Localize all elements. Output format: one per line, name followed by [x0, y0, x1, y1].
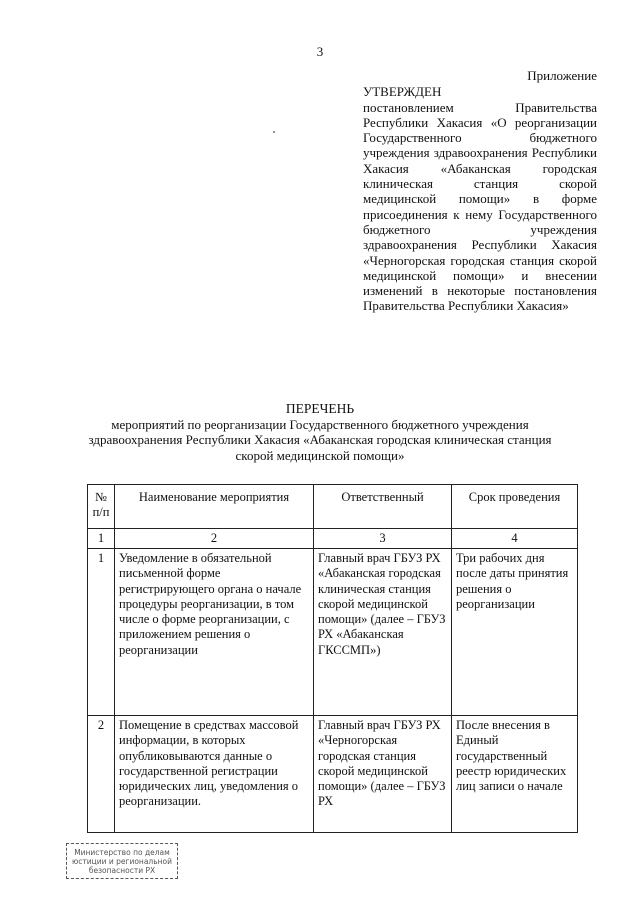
- stamp-line-3: безопасности РХ: [88, 866, 156, 875]
- column-number-row: [88, 529, 578, 549]
- heading-title: ПЕРЕЧЕНЬ: [285, 401, 355, 416]
- header-deadline: Срок проведения: [452, 485, 578, 529]
- header-responsible: Ответственный: [314, 485, 452, 529]
- row-deadline: Три рабочих дня после даты принятия решения о реорганизации: [452, 549, 578, 716]
- row-number: 2: [88, 716, 115, 833]
- table-row: [88, 716, 578, 833]
- document-heading: [0, 401, 640, 463]
- row-deadline: После внесения в Единый государственный реестр юридических лиц записи о начале: [452, 716, 578, 833]
- appendix-block: [363, 68, 597, 314]
- column-number: 1: [88, 529, 115, 549]
- table-row: [88, 549, 578, 716]
- header-number: № п/п: [88, 485, 115, 529]
- table-header-row: [88, 485, 578, 529]
- row-number: 1: [88, 549, 115, 716]
- heading-line-3: скорой медицинской помощи»: [235, 447, 405, 463]
- column-number: 3: [314, 529, 452, 549]
- approved-label: УТВЕРЖДЕН: [363, 84, 442, 100]
- row-responsible: Главный врач ГБУЗ РХ «Черногорская городская станция скорой медицинской помощи» (далее – ГБУЗ РХ: [314, 716, 452, 833]
- heading-line-2: здравоохранения Республики Хакасия «Абаканская городская клиническая станция: [88, 432, 552, 447]
- header-measure: Наименование мероприятия: [115, 485, 314, 529]
- column-number: 4: [452, 529, 578, 549]
- measures-table: [87, 484, 578, 833]
- heading-line-1: мероприятий по реорганизации Государственного бюджетного учреждения: [111, 416, 529, 432]
- column-number: 2: [115, 529, 314, 549]
- appendix-label: Приложение: [527, 68, 597, 83]
- row-responsible: Главный врач ГБУЗ РХ «Абаканская городская клиническая станция скорой медицинской помощи» (далее – ГБУЗ РХ «Абаканская ГКССМП»): [314, 549, 452, 716]
- stamp-line-2: юстиции и региональной: [71, 857, 173, 866]
- scan-speck: [273, 131, 275, 133]
- decree-text: постановлением Правительства Республики Хакасия «О реорганизации Государственного бюджетного учреждения здравоохранения Республики Хакасия «Абаканская городская клиническая станция скорой медицинской помощи» в форме присоединения к нему Государственного бюджетного учреждения здравоохранения Республики Хакасия «Черногорская городская станция скорой медицинской помощи» и внесении изменений в некоторые постановления Правительства Республики Хакасия»: [363, 99, 597, 314]
- row-measure: Помещение в средствах массовой информации, в которых опубликовываются данные о государственной регистрации юридических лиц, уведомления о реорганизации.: [115, 716, 314, 833]
- page-number: 3: [316, 44, 324, 59]
- stamp-line-1: Министерство по делам: [74, 848, 170, 857]
- registration-stamp: [66, 843, 178, 879]
- row-measure: Уведомление в обязательной письменной форме регистрирующего органа о начале процедуры реорганизации, в том числе о форме реорганизации, с приложением решения о реорганизации: [115, 549, 314, 716]
